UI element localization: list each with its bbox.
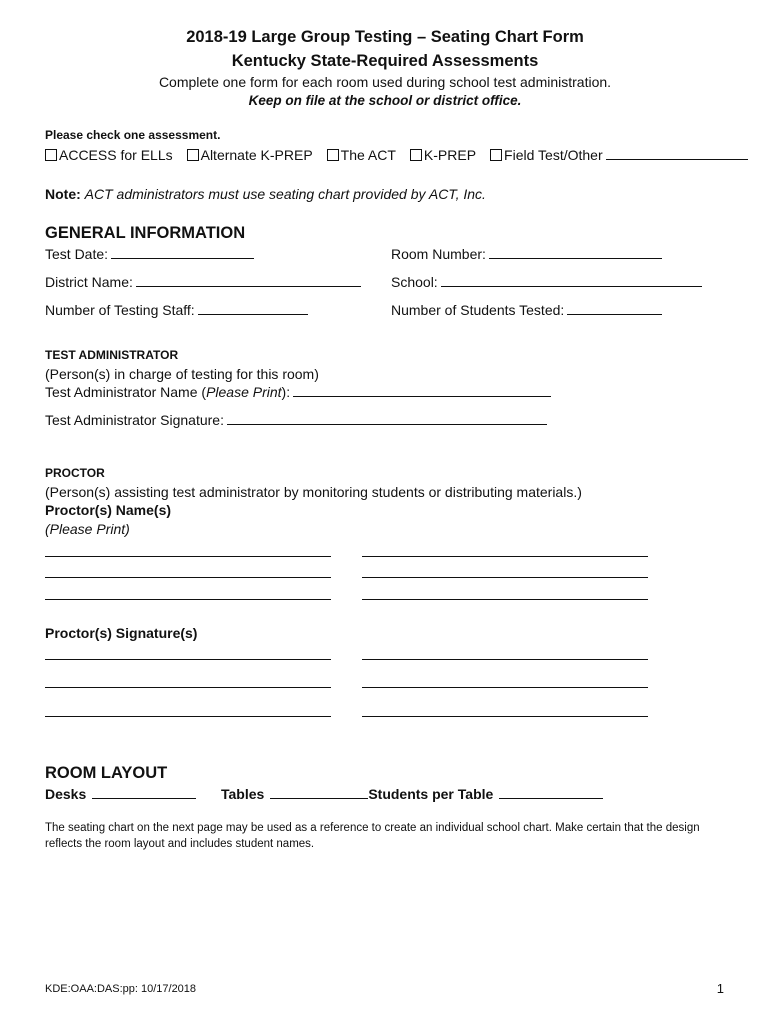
test-administrator-heading: TEST ADMINISTRATOR [45,348,179,362]
footer-code: KDE:OAA:DAS:pp: 10/17/2018 [45,983,197,995]
students-tested-label: Number of Students Tested: [391,302,565,318]
proctor-name-line[interactable] [45,599,331,600]
proctor-name-line[interactable] [362,599,648,600]
proctor-print-note: (Please Print) [45,521,130,537]
testing-staff-label: Number of Testing Staff: [45,302,195,318]
proctor-signature-line[interactable] [362,716,648,717]
school-line[interactable] [441,274,702,287]
room-number-field [391,246,662,262]
checkbox-label: Field Test/Other [504,147,603,163]
district-name-label: District Name: [45,274,133,290]
desks-label: Desks [45,786,87,802]
checkbox-label: ACCESS for ELLs [59,147,173,163]
checkbox-icon[interactable] [187,149,199,161]
desks-field [45,786,196,802]
general-information-heading: GENERAL INFORMATION [45,224,246,242]
checkbox-icon[interactable] [490,149,502,161]
checkbox-label: K-PREP [423,147,477,163]
district-name-line[interactable] [136,274,361,287]
proctor-signature-line[interactable] [362,659,648,660]
checkbox-field-test-other[interactable] [490,147,603,163]
test-administrator-desc: (Person(s) in charge of testing for this room) [45,366,319,382]
testing-staff-line[interactable] [198,302,308,315]
proctor-name-line[interactable] [45,556,331,557]
proctor-names-label: Proctor(s) Name(s) [45,502,172,518]
district-name-field [45,274,361,290]
school-field [391,274,702,290]
proctor-signature-line[interactable] [362,687,648,688]
checkbox-icon[interactable] [410,149,422,161]
field-test-other-line[interactable] [606,147,748,160]
ta-name-line[interactable] [293,384,551,397]
school-label: School: [391,274,438,290]
checkbox-k-prep[interactable] [410,147,476,163]
ta-name-label-a: Test Administrator Name ( [45,384,207,400]
room-number-label: Room Number: [391,246,486,262]
test-administrator-signature-field [45,412,547,428]
act-note [45,186,486,202]
room-number-line[interactable] [489,246,662,259]
proctor-signature-line[interactable] [45,687,331,688]
students-per-table-line[interactable] [499,786,603,799]
proctor-desc: (Person(s) assisting test administrator by monitoring students or distributing materials.) [45,484,582,500]
seating-chart-paragraph: The seating chart on the next page may be used as a reference to create an individual school chart. Make certain that the design reflects the room layout and includes student names. [45,822,700,850]
ta-signature-line[interactable] [227,412,547,425]
proctor-name-line[interactable] [362,577,648,578]
form-title: 2018-19 Large Group Testing – Seating Chart Form [186,28,584,46]
checkbox-alternate-k-prep[interactable] [187,147,313,163]
checkbox-access-for-ells[interactable] [45,147,173,163]
proctor-signature-line[interactable] [45,659,331,660]
assessment-checkbox-row [45,147,748,163]
assessment-prompt: Please check one assessment. [45,128,221,142]
checkbox-label: Alternate K-PREP [200,147,313,163]
ta-name-label-b: Please Print [206,384,282,400]
checkbox-the-act[interactable] [327,147,396,163]
tables-label: Tables [221,786,265,802]
note-label: Note: [45,186,81,202]
test-date-label: Test Date: [45,246,109,262]
proctor-name-line[interactable] [45,577,331,578]
proctor-signature-label: Proctor(s) Signature(s) [45,625,198,641]
note-text: ACT administrators must use seating chart provided by ACT, Inc. [84,186,486,202]
ta-signature-label: Test Administrator Signature: [45,412,224,428]
form-instruction: Complete one form for each room used during school test administration. [158,74,612,90]
form-subtitle: Kentucky State-Required Assessments [231,52,539,70]
proctor-heading: PROCTOR [45,466,105,480]
proctor-signature-line[interactable] [45,716,331,717]
test-administrator-name-field [45,384,551,400]
page-number: 1 [716,981,724,996]
desks-line[interactable] [92,786,196,799]
keep-on-file-note: Keep on file at the school or district office. [248,93,522,108]
testing-staff-field [45,302,308,318]
students-tested-line[interactable] [567,302,662,315]
test-date-line[interactable] [111,246,254,259]
students-tested-field [391,302,662,318]
room-layout-heading: ROOM LAYOUT [45,764,168,782]
test-date-field [45,246,254,262]
checkbox-label: The ACT [340,147,396,163]
tables-field [221,786,603,802]
tables-line[interactable] [270,786,368,799]
students-per-table-label: Students per Table [368,786,494,802]
checkbox-icon[interactable] [327,149,339,161]
ta-name-label-c: ): [281,384,291,400]
checkbox-icon[interactable] [45,149,57,161]
proctor-name-line[interactable] [362,556,648,557]
